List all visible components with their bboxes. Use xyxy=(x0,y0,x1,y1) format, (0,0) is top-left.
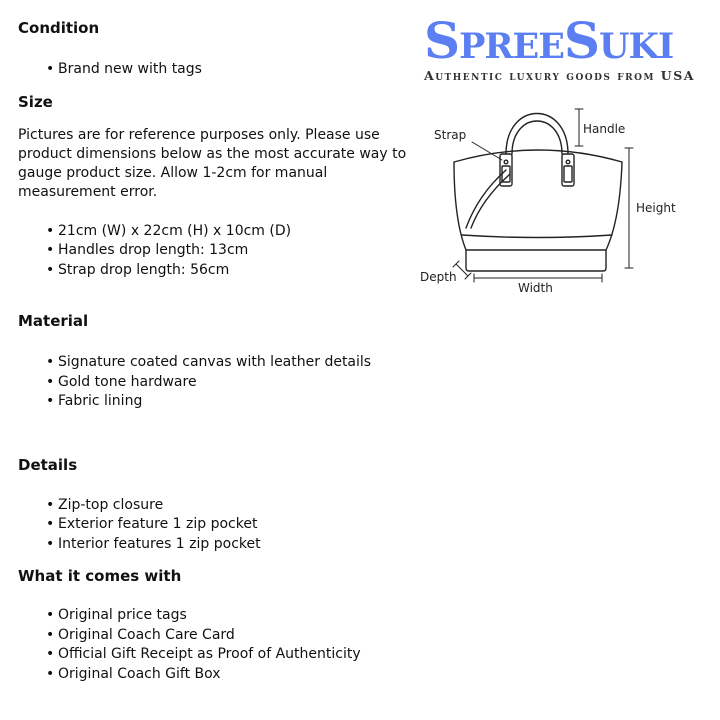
section-material xyxy=(18,311,418,412)
section-condition xyxy=(18,18,418,80)
logo-tagline: Authentic luxury goods from USA xyxy=(424,68,695,83)
list-item: • Zip-top closure xyxy=(46,496,418,516)
handle-outer xyxy=(506,114,568,155)
heading-size: Size xyxy=(18,92,53,111)
product-description xyxy=(18,18,418,684)
label-height: Height xyxy=(636,201,676,215)
label-handle: Handle xyxy=(583,122,626,136)
bag-dimension-diagram xyxy=(416,100,716,304)
list-item: • Strap drop length: 56cm xyxy=(46,261,418,281)
list-item: • Handles drop length: 13cm xyxy=(46,241,418,261)
bag-base xyxy=(466,250,606,271)
list-item: • Original Coach Care Card xyxy=(46,626,418,646)
section-details xyxy=(18,455,418,555)
bag-diagram-svg xyxy=(416,100,716,300)
details-list xyxy=(18,496,418,555)
size-description: Pictures are for reference purposes only. Please use product dimensions below as the most accurate way to gauge product size. Allow 1-2cm for manual measurement error. xyxy=(18,126,407,200)
label-strap: Strap xyxy=(434,128,467,142)
spreesuki-logo xyxy=(424,11,716,83)
list-item: • Official Gift Receipt as Proof of Authenticity xyxy=(46,645,418,665)
heading-details: Details xyxy=(18,455,78,474)
heading-comes-with: What it comes with xyxy=(18,567,182,585)
logo-wordmark: SpreeSuki xyxy=(424,11,674,70)
handle-inner xyxy=(512,121,562,154)
size-list xyxy=(18,222,418,281)
list-item: • Interior features 1 zip pocket xyxy=(46,535,418,555)
material-list xyxy=(18,353,418,412)
label-width: Width xyxy=(518,281,553,295)
heading-condition: Condition xyxy=(18,19,100,37)
list-item: • Fabric lining xyxy=(46,392,418,412)
list-item: • Original Coach Gift Box xyxy=(46,665,418,685)
base-seam xyxy=(462,235,612,238)
list-item: • Gold tone hardware xyxy=(46,373,418,393)
heading-material: Material xyxy=(18,312,89,330)
section-comes-with xyxy=(18,566,418,684)
list-item: • Signature coated canvas with leather details xyxy=(46,353,418,373)
list-item: • 21cm (W) x 22cm (H) x 10cm (D) xyxy=(46,222,418,242)
list-item: • Brand new with tags xyxy=(46,60,418,80)
label-depth: Depth xyxy=(420,270,457,284)
list-item: • Exterior feature 1 zip pocket xyxy=(46,515,418,535)
section-size xyxy=(18,92,418,281)
condition-list xyxy=(18,60,418,80)
list-item: • Original price tags xyxy=(46,606,418,626)
strap-pointer xyxy=(472,142,502,160)
comes-with-list xyxy=(18,606,418,684)
